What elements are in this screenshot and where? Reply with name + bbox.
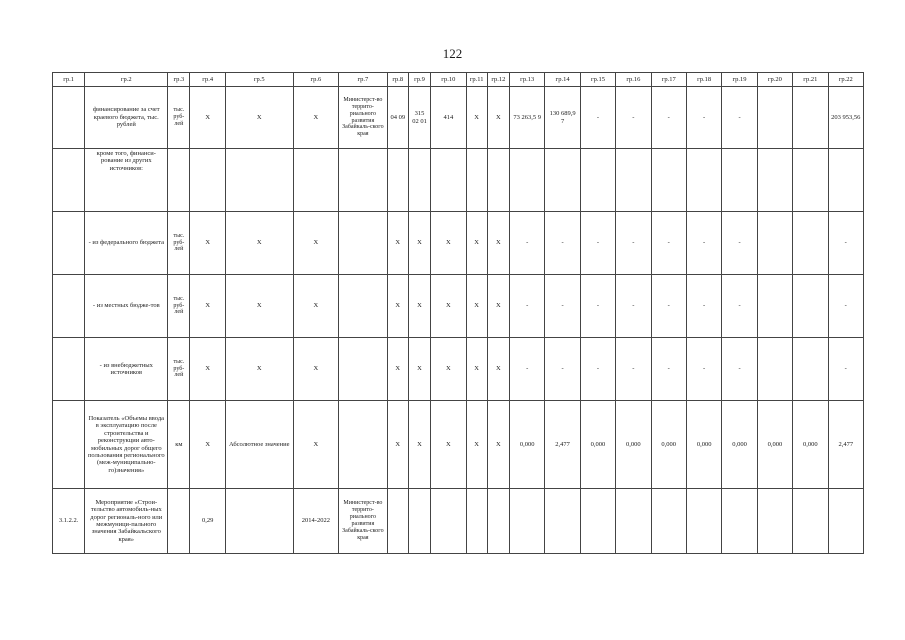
column-header: гр.8 — [387, 73, 408, 87]
table-cell — [168, 149, 190, 212]
table-cell: 0,000 — [616, 401, 651, 489]
table-cell: Х — [408, 212, 430, 275]
column-header: гр.10 — [431, 73, 466, 87]
table-cell — [466, 149, 487, 212]
column-header: гр.21 — [793, 73, 828, 87]
table-cell: Х — [466, 401, 487, 489]
table-cell — [545, 149, 580, 212]
table-cell — [190, 149, 225, 212]
table-cell — [225, 149, 293, 212]
table-cell: 04 09 — [387, 87, 408, 149]
table-cell: тыс. руб-лей — [168, 87, 190, 149]
table-cell: Х — [408, 275, 430, 338]
table-cell: Х — [466, 338, 487, 401]
table-cell — [757, 149, 792, 212]
table-cell — [408, 489, 430, 554]
table-cell: - — [828, 275, 864, 338]
table-cell: Х — [487, 275, 509, 338]
table-cell: Х — [293, 338, 339, 401]
table-row — [53, 87, 864, 149]
table-cell — [651, 489, 686, 554]
table-row — [53, 212, 864, 275]
table-cell: - — [686, 87, 721, 149]
table-cell: - — [651, 338, 686, 401]
table-cell — [757, 275, 792, 338]
table-cell — [793, 338, 828, 401]
table-cell: Х — [225, 275, 293, 338]
table-cell: Х — [387, 401, 408, 489]
table-cell: Министерст-во террито-риального развития Забайкаль-ского края — [339, 489, 388, 554]
program-table — [52, 72, 864, 554]
table-cell: 130 689,9 7 — [545, 87, 580, 149]
table-cell: - — [580, 87, 615, 149]
table-cell: Х — [431, 401, 466, 489]
table-cell — [509, 149, 544, 212]
table-cell: - — [828, 338, 864, 401]
table-cell: Х — [431, 275, 466, 338]
table-cell: Х — [225, 338, 293, 401]
table-cell: Х — [190, 212, 225, 275]
table-cell: Х — [293, 275, 339, 338]
table-cell — [722, 489, 757, 554]
page-number: 122 — [442, 46, 463, 61]
table-cell — [53, 212, 85, 275]
table-cell: Х — [431, 338, 466, 401]
table-cell: Х — [190, 275, 225, 338]
column-header: гр.11 — [466, 73, 487, 87]
column-header: гр.15 — [580, 73, 615, 87]
table-cell — [53, 275, 85, 338]
table-cell: - — [545, 338, 580, 401]
table-cell — [580, 149, 615, 212]
column-header: гр.5 — [225, 73, 293, 87]
table-cell — [466, 489, 487, 554]
table-cell: тыс. руб-лей — [168, 338, 190, 401]
table-cell: - — [722, 338, 757, 401]
table-cell: Х — [293, 87, 339, 149]
table-cell: - — [651, 212, 686, 275]
table-cell: Х — [466, 212, 487, 275]
table-cell: Х — [190, 338, 225, 401]
table-cell: 0,000 — [580, 401, 615, 489]
table-cell — [757, 212, 792, 275]
table-cell — [487, 149, 509, 212]
table-cell — [616, 149, 651, 212]
table-row — [53, 275, 864, 338]
table-cell: - — [722, 275, 757, 338]
table-cell: 203 953,56 — [828, 87, 864, 149]
table-cell — [722, 149, 757, 212]
table-cell — [431, 489, 466, 554]
table-cell: 0,29 — [190, 489, 225, 554]
table-cell: Х — [293, 401, 339, 489]
table-cell — [53, 401, 85, 489]
table-cell: Х — [487, 401, 509, 489]
table-cell: тыс. руб-лей — [168, 212, 190, 275]
table-cell: - из федерального бюджета — [85, 212, 168, 275]
table-cell — [339, 401, 388, 489]
table-cell: 2,477 — [828, 401, 864, 489]
table-cell — [793, 87, 828, 149]
table-cell: - — [828, 212, 864, 275]
table-cell: Показатель «Объемы ввода в эксплуатацию после строительства и реконструкции авто-мобильных дорог общего пользования регионального (меж-муниципально-го)значения» — [85, 401, 168, 489]
table-cell: 2,477 — [545, 401, 580, 489]
table-cell: - — [509, 212, 544, 275]
table-cell — [509, 489, 544, 554]
table-cell — [793, 149, 828, 212]
table-cell: Х — [487, 338, 509, 401]
table-cell: Мероприятие «Строи-тельство автомобиль-ных дорог региональ-ного или межмуници-пального значения Забайкальского края» — [85, 489, 168, 554]
table-cell — [168, 489, 190, 554]
table-cell: - из местных бюдже-тов — [85, 275, 168, 338]
table-cell: Х — [466, 87, 487, 149]
table-cell — [387, 489, 408, 554]
table-cell: Х — [293, 212, 339, 275]
table-cell: Х — [431, 212, 466, 275]
table-cell: 0,000 — [793, 401, 828, 489]
table-cell: Х — [225, 212, 293, 275]
column-header: гр.17 — [651, 73, 686, 87]
table-cell — [828, 489, 864, 554]
column-header: гр.14 — [545, 73, 580, 87]
table-cell: - — [545, 212, 580, 275]
table-cell: 0,000 — [651, 401, 686, 489]
table-cell: 0,000 — [509, 401, 544, 489]
column-header: гр.18 — [686, 73, 721, 87]
table-cell: - — [616, 87, 651, 149]
column-header: гр.2 — [85, 73, 168, 87]
table-cell: - — [651, 275, 686, 338]
table-cell: 73 263,5 9 — [509, 87, 544, 149]
table-cell: 0,000 — [757, 401, 792, 489]
table-cell — [339, 338, 388, 401]
table-cell: кроме того, финанси-рование из других источников: — [85, 149, 168, 212]
table-cell — [339, 212, 388, 275]
table-cell: 414 — [431, 87, 466, 149]
table-cell — [793, 275, 828, 338]
table-cell — [580, 489, 615, 554]
table-cell: Х — [487, 87, 509, 149]
table-cell: Х — [408, 401, 430, 489]
table-cell: - из внебюджетных источников — [85, 338, 168, 401]
column-header: гр.7 — [339, 73, 388, 87]
table-cell: тыс. руб-лей — [168, 275, 190, 338]
table-cell — [487, 489, 509, 554]
table-row — [53, 149, 864, 212]
table-cell — [387, 149, 408, 212]
table-cell: Х — [408, 338, 430, 401]
column-header: гр.3 — [168, 73, 190, 87]
table-cell: - — [722, 87, 757, 149]
column-header: гр.13 — [509, 73, 544, 87]
table-cell — [293, 149, 339, 212]
table-cell — [757, 489, 792, 554]
table-cell: - — [616, 338, 651, 401]
table-cell — [828, 149, 864, 212]
column-header: гр.1 — [53, 73, 85, 87]
column-header: гр.16 — [616, 73, 651, 87]
table-cell: Х — [466, 275, 487, 338]
column-header: гр.6 — [293, 73, 339, 87]
table-row — [53, 401, 864, 489]
column-header: гр.22 — [828, 73, 864, 87]
table-cell: - — [651, 87, 686, 149]
column-header: гр.4 — [190, 73, 225, 87]
column-header: гр.9 — [408, 73, 430, 87]
table-cell: Х — [387, 338, 408, 401]
table-cell: - — [509, 275, 544, 338]
table-cell — [408, 149, 430, 212]
table-cell: 0,000 — [686, 401, 721, 489]
table-cell — [339, 275, 388, 338]
table-cell — [793, 212, 828, 275]
table-cell: - — [580, 212, 615, 275]
table-cell — [793, 489, 828, 554]
table-cell: 3.1.2.2. — [53, 489, 85, 554]
column-header: гр.12 — [487, 73, 509, 87]
table-cell — [616, 489, 651, 554]
table-cell: - — [580, 275, 615, 338]
table-cell — [53, 338, 85, 401]
table-cell: - — [545, 275, 580, 338]
table-cell: Х — [487, 212, 509, 275]
table-cell: Х — [225, 87, 293, 149]
table-cell — [686, 149, 721, 212]
table-cell — [686, 489, 721, 554]
table-cell: - — [686, 212, 721, 275]
table-cell: финансирование за счет краевого бюджета, тыс. рублей — [85, 87, 168, 149]
table-cell: км — [168, 401, 190, 489]
table-cell — [757, 338, 792, 401]
table-cell: 0,000 — [722, 401, 757, 489]
table-cell: - — [616, 275, 651, 338]
table-cell — [545, 489, 580, 554]
header-row — [53, 73, 864, 87]
table-cell: - — [686, 275, 721, 338]
table-cell: Х — [387, 212, 408, 275]
table-cell — [757, 87, 792, 149]
table-cell: Х — [190, 401, 225, 489]
table-cell: - — [509, 338, 544, 401]
table-row — [53, 338, 864, 401]
table-cell: - — [616, 212, 651, 275]
table-cell — [339, 149, 388, 212]
table-cell: - — [686, 338, 721, 401]
table-cell: Х — [190, 87, 225, 149]
table-cell: 315 02 01 — [408, 87, 430, 149]
table-cell — [431, 149, 466, 212]
table-cell — [651, 149, 686, 212]
table-cell: 2014-2022 — [293, 489, 339, 554]
table-cell: Х — [387, 275, 408, 338]
table-cell: Абсолютное значение — [225, 401, 293, 489]
table-cell: - — [580, 338, 615, 401]
column-header: гр.19 — [722, 73, 757, 87]
table-cell — [53, 149, 85, 212]
table-cell: - — [722, 212, 757, 275]
table-row — [53, 489, 864, 554]
column-header: гр.20 — [757, 73, 792, 87]
table-cell — [53, 87, 85, 149]
table-cell — [225, 489, 293, 554]
table-cell: Министерст-во террито-риального развития Забайкаль-ского края — [339, 87, 388, 149]
